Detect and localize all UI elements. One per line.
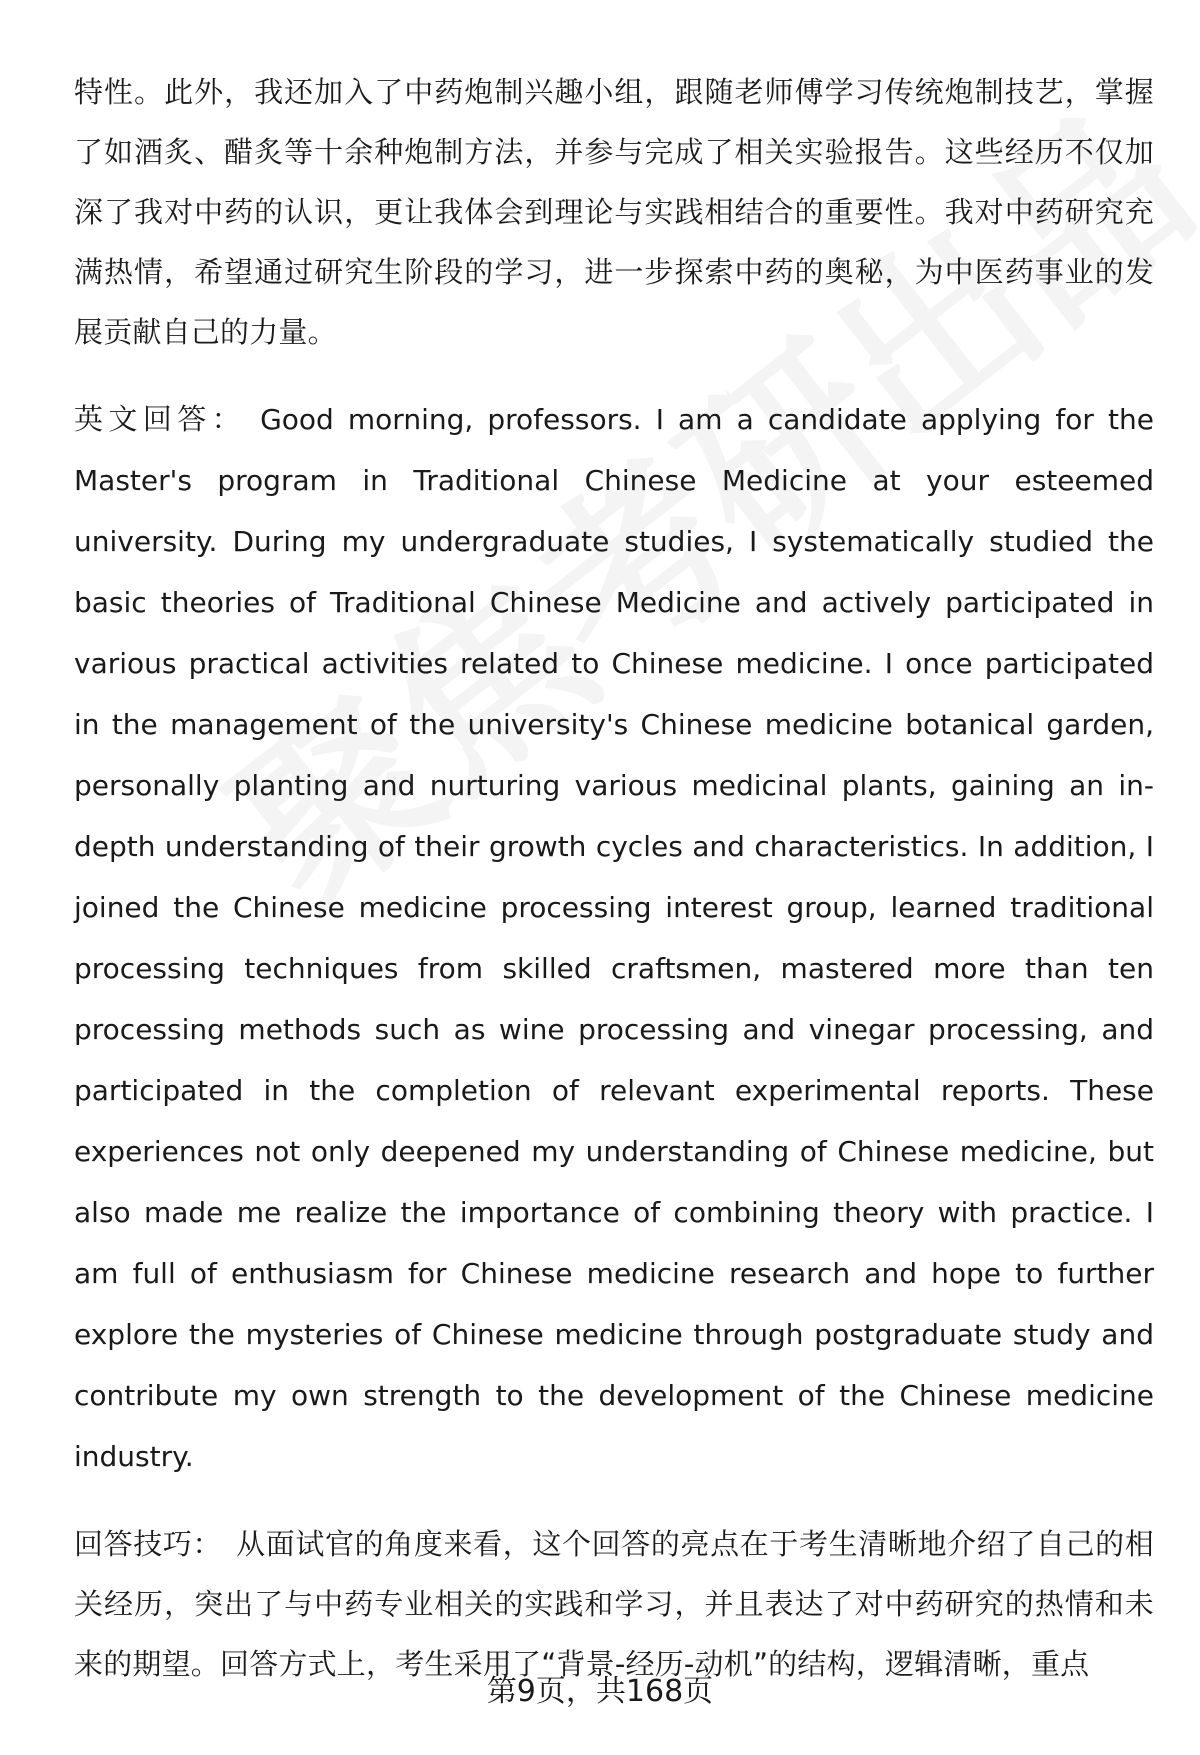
paragraph-english-answer [74, 389, 1154, 1487]
paragraph-chinese-answer-end [74, 62, 1154, 362]
document-body [74, 62, 1154, 1721]
paragraph-text: 从面试官的角度来看，这个回答的亮点在于考生清晰地介绍了自己的相关经历，突出了与中药专业相关的实践和学习，并且表达了对中药研究的热情和未来的期望。回答方式上，考生采用了“背景-经历-动机”的结构，逻辑清晰，重点 [74, 1527, 1154, 1681]
paragraph-text: Good morning, professors. I am a candidate applying for the Master's program in Traditional Chinese Medicine at your esteemed university. During my undergraduate studies, I systematically studied the basic theories of Traditional Chinese Medicine and actively participated in various practical activities related to Chinese medicine. I once participated in the management of the university's Chinese medicine botanical garden, personally planting and nurturing various medicinal plants, gaining an in-depth understanding of their growth cycles and characteristics. In addition, I joined the Chinese medicine processing interest group, learned traditional processing techniques from skilled craftsmen, mastered more than ten processing methods such as wine processing and vinegar processing, and participated in the completion of relevant experimental reports. These experiences not only deepened my understanding of Chinese medicine, but also made me realize the importance of combining theory with practice. I am full of enthusiasm for Chinese medicine research and hope to further explore the mysteries of Chinese medicine through postgraduate study and contribute my own strength to the development of the Chinese medicine industry. [74, 403, 1154, 1473]
paragraph-lead-label: 英文回答： [74, 402, 247, 436]
paragraph-answer-tips [74, 1514, 1154, 1694]
paragraph-lead-label: 回答技巧： [74, 1527, 223, 1561]
paragraph-text: 特性。此外，我还加入了中药炮制兴趣小组，跟随老师傅学习传统炮制技艺，掌握了如酒炙、醋炙等十余种炮制方法，并参与完成了相关实验报告。这些经历不仅加深了我对中药的认识，更让我体会到理论与实践相结合的重要性。我对中药研究充满热情，希望通过研究生阶段的学习，进一步探索中药的奥秘，为中医药事业的发展贡献自己的力量。 [74, 75, 1154, 349]
page-number-footer: 第9页，共168页 [486, 1674, 714, 1709]
